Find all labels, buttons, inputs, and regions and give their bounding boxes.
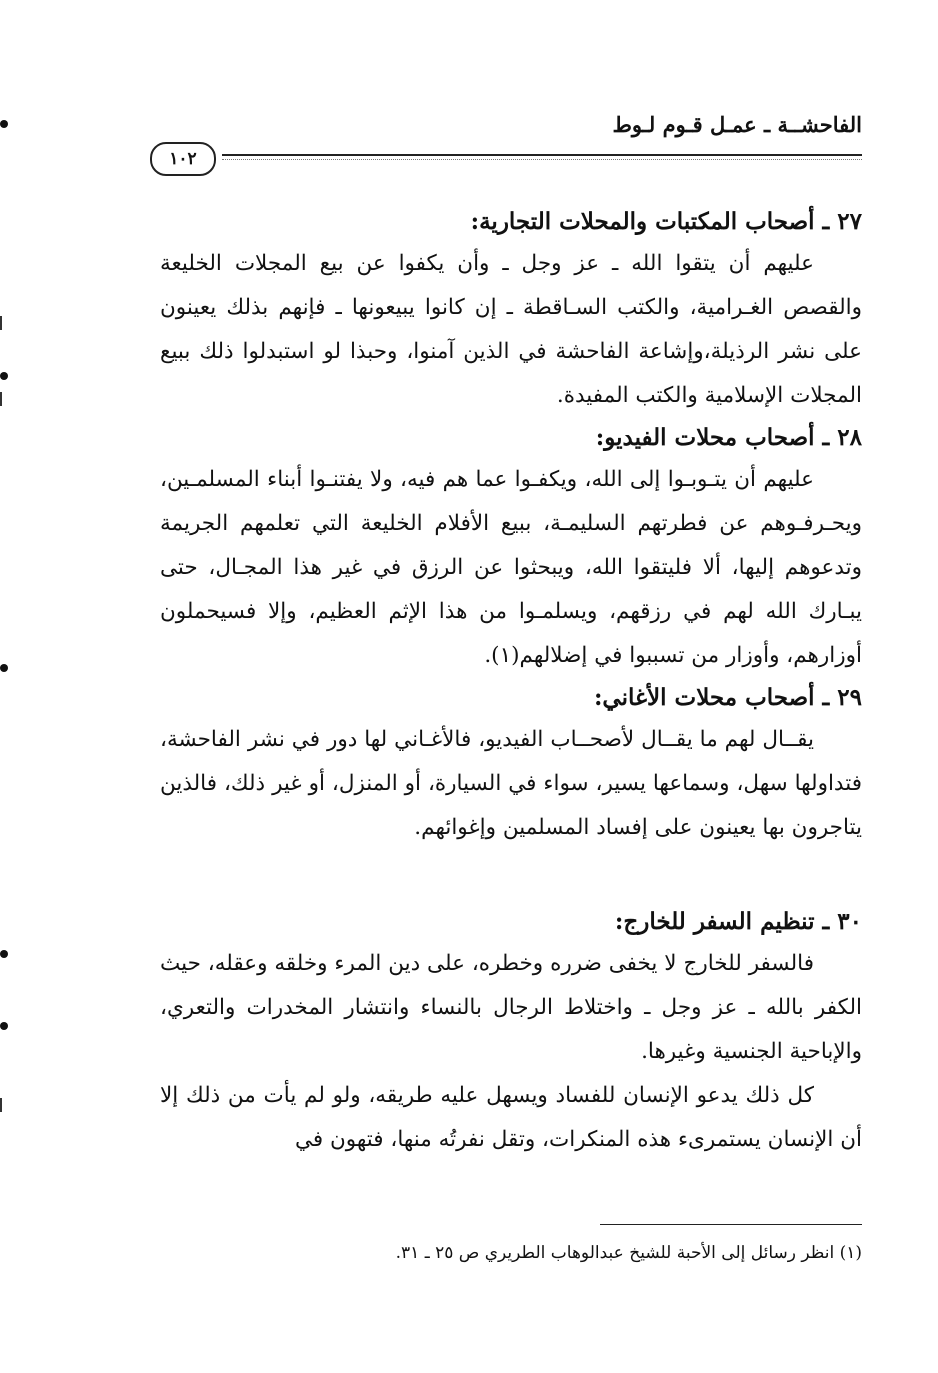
section-heading: ٢٩ ـ أصحاب محلات الأغاني: <box>593 684 862 711</box>
binding-mark <box>0 392 2 406</box>
binding-mark <box>0 316 2 330</box>
page-number: ١٠٢ <box>150 142 216 176</box>
footnote: (١) انظر رسائل إلى الأحبة للشيخ عبدالوهاب الطريري ص ٢٥ ـ ٣١. <box>395 1243 862 1263</box>
body-text <box>160 202 862 1162</box>
section-heading: ٣٠ ـ تنظيم السفر للخارج: <box>614 908 862 935</box>
running-header <box>150 112 862 172</box>
section-heading: ٢٨ ـ أصحاب محلات الفيديو: <box>595 424 862 451</box>
header-rule-dotted <box>222 159 862 160</box>
binding-mark <box>0 950 8 958</box>
binding-mark <box>0 1098 2 1112</box>
paragraph: يقــال لهم ما يقــال لأصحــاب الفيديو، فالأغـاني لها دور في نشر الفاحشة، فتداولها سهل، وسماعها يسير، سواء في السيارة، أو المنزل، أو غير ذلك، فالذين يتاجرون بها يعينون على إفساد المسلمين وإغوائهم. <box>160 727 862 840</box>
header-rule <box>222 154 862 156</box>
binding-mark <box>0 1022 8 1030</box>
binding-mark <box>0 664 8 672</box>
paragraph: فالسفر للخارج لا يخفى ضرره وخطره، على دين المرء وخلقه وعقله، حيث الكفر بالله ـ عز وجل ـ واختلاط الرجال بالنساء وانتشار المخدرات والتعري، والإباحية الجنسية وغيرها. <box>160 951 862 1064</box>
paragraph: كل ذلك يدعو الإنسان للفساد ويسهل عليه طريقه، ولو لم يأت من ذلك إلا أن الإنسان يستمرىء هذه المنكرات، وتقل نفرتُه منها، فتهون في <box>160 1083 862 1152</box>
header-title: الفاحشــة ـ عمـل قـوم لـوط <box>612 112 862 137</box>
binding-mark <box>0 372 8 380</box>
paragraph: عليهم أن يتقوا الله ـ عز وجل ـ وأن يكفوا عن بيع المجلات الخليعة والقصص الغـرامية، والكتب السـاقطة ـ إن كانوا يبيعونها ـ فإنهم بذلك يعينون على نشر الرذيلة،وإشاعة الفاحشة في الذين آمنوا، وحبذا لو استبدلوا ذلك ببيع المجلات الإسلامية والكتب المفيدة. <box>160 251 862 408</box>
footnote-rule <box>600 1224 862 1225</box>
section-heading: ٢٧ ـ أصحاب المكتبات والمحلات التجارية: <box>470 208 862 235</box>
paragraph: عليهم أن يتـوبـوا إلى الله، ويكفـوا عما هم فيه، ولا يفتنـوا أبناء المسلمـين، ويحـرفـوهم عن فطرتهم السليمـة، ببيع الأفلام الخليعة التي تعلمهم الجريمة وتدعوهم إليها، ألا فليتقوا الله، ويبحثوا عن الرزق في غير هذا المجـال، حتى يبـارك الله لهم في رزقهم، ويسلمـوا من هذا الإثم العظيم، وإلا فسيحملون أوزارهم، وأوزار من تسببوا في إضلالهم(١). <box>160 467 862 668</box>
binding-mark <box>0 120 8 128</box>
